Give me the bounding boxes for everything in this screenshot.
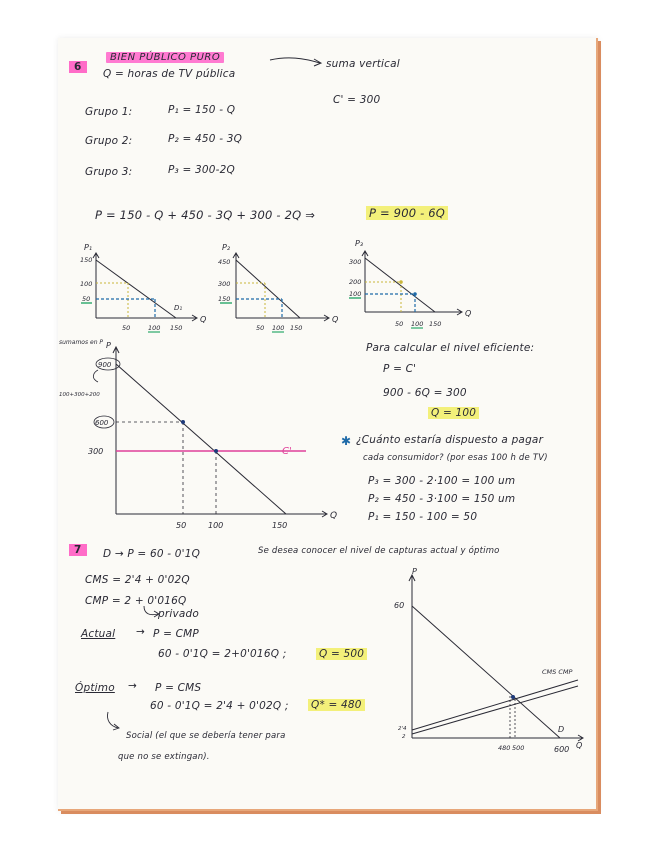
s7-y-24: 2'4 bbox=[398, 726, 407, 732]
s7-axis-p: P bbox=[412, 567, 417, 576]
g3-x-50: 50 bbox=[395, 320, 404, 328]
graph-aggregate-demand bbox=[58, 334, 348, 534]
s7-axis-q: Q bbox=[576, 741, 583, 750]
g1-curve-label: D₁ bbox=[174, 304, 183, 312]
q-definition: Q = horas de TV pública bbox=[103, 68, 236, 80]
big-x-100: 100 bbox=[208, 521, 224, 530]
big-y-600: 600 bbox=[95, 419, 109, 427]
section-number-7: 7 bbox=[69, 544, 87, 556]
s7-y-60: 60 bbox=[394, 601, 405, 610]
big-sum-note: sumamos en P bbox=[59, 339, 104, 346]
arrow-right-icon bbox=[268, 52, 328, 68]
big-axis-q: Q bbox=[330, 511, 338, 521]
group-2-eq: P₂ = 450 - 3Q bbox=[168, 133, 243, 145]
optimo-eq: P = CMS bbox=[155, 682, 202, 694]
big-axis-p: P bbox=[106, 341, 111, 350]
actual-label: Actual bbox=[81, 628, 116, 640]
g1-y-100: 100 bbox=[80, 280, 93, 288]
g2-y-300: 300 bbox=[218, 280, 231, 288]
g3-y-300: 300 bbox=[349, 258, 362, 266]
g2-y-150: 150 bbox=[218, 295, 231, 303]
g3-y-200: 200 bbox=[349, 278, 362, 286]
group-1-eq: P₁ = 150 - Q bbox=[168, 104, 236, 116]
optimo-label: Óptimo bbox=[75, 682, 115, 694]
s7-curve-labels: CMS CMP bbox=[542, 668, 573, 676]
sum-equation: P = 150 - Q + 450 - 3Q + 300 - 2Q ⇒ bbox=[95, 208, 316, 222]
problem-note: Se desea conocer el nivel de capturas actual y óptimo bbox=[258, 546, 500, 556]
sum-result: P = 900 - 6Q bbox=[366, 206, 448, 220]
actual-arrow: → bbox=[136, 626, 145, 638]
marginal-cost: C' = 300 bbox=[333, 94, 381, 106]
g2-x-150: 150 bbox=[290, 324, 303, 332]
s7-y-2: 2 bbox=[402, 734, 406, 740]
right-line-4: Q = 100 bbox=[428, 407, 479, 419]
p3-calc: P₃ = 300 - 2·100 = 100 um bbox=[368, 475, 516, 487]
private-label: privado bbox=[158, 608, 200, 620]
question-line-1: ¿Cuánto estaría dispuesto a pagar bbox=[356, 434, 544, 446]
actual-result: Q = 500 bbox=[316, 648, 367, 660]
right-line-2: P = C' bbox=[383, 363, 417, 375]
g3-axis-p: P₃ bbox=[355, 239, 364, 248]
big-x-150: 150 bbox=[272, 521, 288, 530]
big-mc-label: C' bbox=[282, 446, 292, 457]
g2-x-50: 50 bbox=[256, 324, 265, 332]
group-3-eq: P₃ = 300-2Q bbox=[168, 164, 235, 176]
s7-demand-label: D bbox=[558, 725, 565, 734]
optimo-calc: 60 - 0'1Q = 2'4 + 0'02Q ; bbox=[150, 700, 289, 712]
g2-axis-q: Q bbox=[332, 315, 339, 324]
g1-axis-p: P₁ bbox=[84, 243, 93, 252]
s7-x-500: 500 bbox=[512, 744, 525, 752]
s7-x-480: 480 bbox=[498, 744, 511, 752]
g3-y-100: 100 bbox=[349, 290, 362, 298]
group-1-label: Grupo 1: bbox=[85, 106, 133, 118]
right-line-3: 900 - 6Q = 300 bbox=[383, 387, 467, 399]
group-2-label: Grupo 2: bbox=[85, 135, 133, 147]
g2-x-100: 100 bbox=[272, 324, 285, 332]
p2-calc: P₂ = 450 - 3·100 = 150 um bbox=[368, 493, 516, 505]
g1-axis-q: Q bbox=[200, 315, 207, 324]
actual-eq: P = CMP bbox=[153, 628, 199, 640]
social-line-2: que no se extingan). bbox=[118, 752, 210, 762]
group-3-label: Grupo 3: bbox=[85, 166, 133, 178]
g2-axis-p: P₂ bbox=[222, 243, 231, 252]
cms-eq: CMS = 2'4 + 0'02Q bbox=[85, 574, 190, 586]
section-title: BIEN PÚBLICO PURO bbox=[106, 52, 224, 63]
graph-fishing bbox=[378, 562, 588, 762]
g1-y-150: 150 bbox=[80, 256, 93, 264]
s7-x-600: 600 bbox=[554, 745, 570, 754]
big-x-50: 50 bbox=[176, 521, 187, 530]
graph-group-1 bbox=[78, 238, 218, 338]
g1-x-50: 50 bbox=[122, 324, 131, 332]
big-sum-label: 100+300+200 bbox=[59, 392, 100, 398]
g3-x-100: 100 bbox=[411, 320, 424, 328]
graph-group-3 bbox=[343, 234, 483, 338]
p1-calc: P₁ = 150 - 100 = 50 bbox=[368, 511, 478, 523]
g1-x-150: 150 bbox=[170, 324, 183, 332]
g3-axis-q: Q bbox=[465, 309, 472, 318]
asterisk-icon: ✱ bbox=[341, 434, 352, 448]
arrow-note: suma vertical bbox=[326, 58, 400, 70]
g1-x-100: 100 bbox=[148, 324, 161, 332]
big-y-900: 900 bbox=[98, 361, 112, 369]
section-number-6: 6 bbox=[69, 61, 87, 73]
big-y-300: 300 bbox=[88, 447, 104, 456]
question-line-2: cada consumidor? (por esas 100 h de TV) bbox=[363, 453, 548, 463]
demand-eq: D → P = 60 - 0'1Q bbox=[103, 548, 201, 560]
graph-group-2 bbox=[210, 238, 350, 338]
optimo-arrow: → bbox=[128, 680, 137, 692]
g3-x-150: 150 bbox=[429, 320, 442, 328]
actual-calc: 60 - 0'1Q = 2+0'016Q ; bbox=[158, 648, 287, 660]
arrow-down-curve-icon bbox=[102, 710, 124, 732]
notebook-page bbox=[58, 38, 598, 811]
g1-y-50: 50 bbox=[82, 295, 91, 303]
cmp-eq: CMP = 2 + 0'016Q bbox=[85, 595, 187, 607]
g2-y-450: 450 bbox=[218, 258, 231, 266]
optimo-result: Q* = 480 bbox=[308, 699, 365, 711]
social-line-1: Social (el que se debería tener para bbox=[126, 731, 286, 741]
right-line-1: Para calcular el nivel eficiente: bbox=[366, 342, 535, 354]
